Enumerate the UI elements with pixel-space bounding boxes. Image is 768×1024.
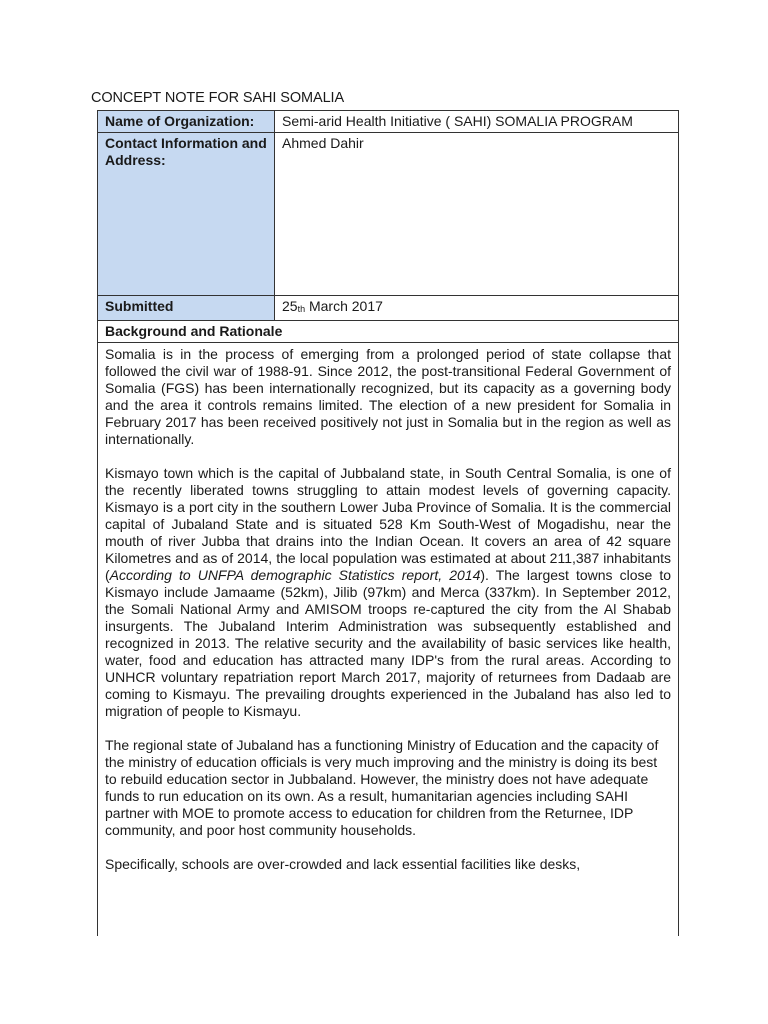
kismayo-text-a: Kismayo town which is the capital of Jubbaland state, in South Central Somalia, is one of the recently liberated towns struggling to attain modest levels of governing capacity. Kismayo is a port city in the southern Lower Juba Province of Somalia. It is the commercial capital of Jubaland State and is situated 528 Km South-West of Mogadishu, near the mouth of river Jubba that drains into the Indian Ocean. It covers an area of 42 square Kilometres and as of 2014, the local population was estimated at about 211,387 inhabitants ( <box>105 465 671 583</box>
submitted-month-year: March 2017 <box>305 298 383 314</box>
background-body <box>98 343 679 937</box>
kismayo-citation: According to UNFPA demographic Statistics report, 2014 <box>109 567 481 583</box>
organization-row <box>98 111 679 133</box>
organization-value: Semi-arid Health Initiative ( SAHI) SOMALIA PROGRAM <box>275 111 679 133</box>
background-heading: Background and Rationale <box>98 321 679 343</box>
document-title: CONCEPT NOTE FOR SAHI SOMALIA <box>91 90 345 106</box>
submitted-suffix: th <box>297 304 306 314</box>
submitted-value <box>275 296 679 321</box>
concept-note-form <box>97 110 679 936</box>
contact-value: Ahmed Dahir <box>275 133 679 296</box>
paragraph-kismayo <box>105 465 671 720</box>
paragraph-somalia: Somalia is in the process of emerging from a prolonged period of state collapse that followed the civil war of 1988-91. Since 2012, the post-transitional Federal Government of Somalia (FGS) has been internationally recognized, but its capacity as a governing body and the area it controls remains limited. The election of a new president for Somalia in February 2017 has been received positively not just in Somalia but in the region as well as internationally. <box>105 346 671 447</box>
background-heading-row <box>98 321 679 343</box>
kismayo-text-b: ). The largest towns close to Kismayo include Jamaame (52km), Jilib (97km) and Merca (337km). In September 2012, the Somali National Army and AMISOM troops re-captured the city from the Al Shabab insurgents. The Jubaland Interim Administration was subsequently established and recognized in 2013. The relative security and the availability of basic services like health, water, food and education has attracted many IDP's from the rural areas. According to UNHCR voluntary repatriation report March 2017, majority of returnees from Dadaab are coming to Kismayu. The prevailing droughts experienced in the Jubaland has also led to migration of people to Kismayu. <box>105 567 671 719</box>
paragraph-specifically: Specifically, schools are over-crowded and lack essential facilities like desks, <box>105 856 581 872</box>
paragraph-ministry: The regional state of Jubaland has a functioning Ministry of Education and the capacity of the ministry of education officials is very much improving and the ministry is doing its best to rebuild education sector in Jubbaland. However, the ministry does not have adequate funds to run education on its own. As a result, humanitarian agencies including SAHI partner with MOE to promote access to education for children from the Returnee, IDP community, and poor host community households. <box>105 737 659 838</box>
submitted-day: 25 <box>282 298 298 314</box>
contact-row <box>98 133 679 296</box>
submitted-row <box>98 296 679 321</box>
body-row <box>98 343 679 937</box>
submitted-label: Submitted <box>98 296 275 321</box>
organization-label: Name of Organization: <box>98 111 275 133</box>
contact-label: Contact Information and Address: <box>98 133 275 296</box>
